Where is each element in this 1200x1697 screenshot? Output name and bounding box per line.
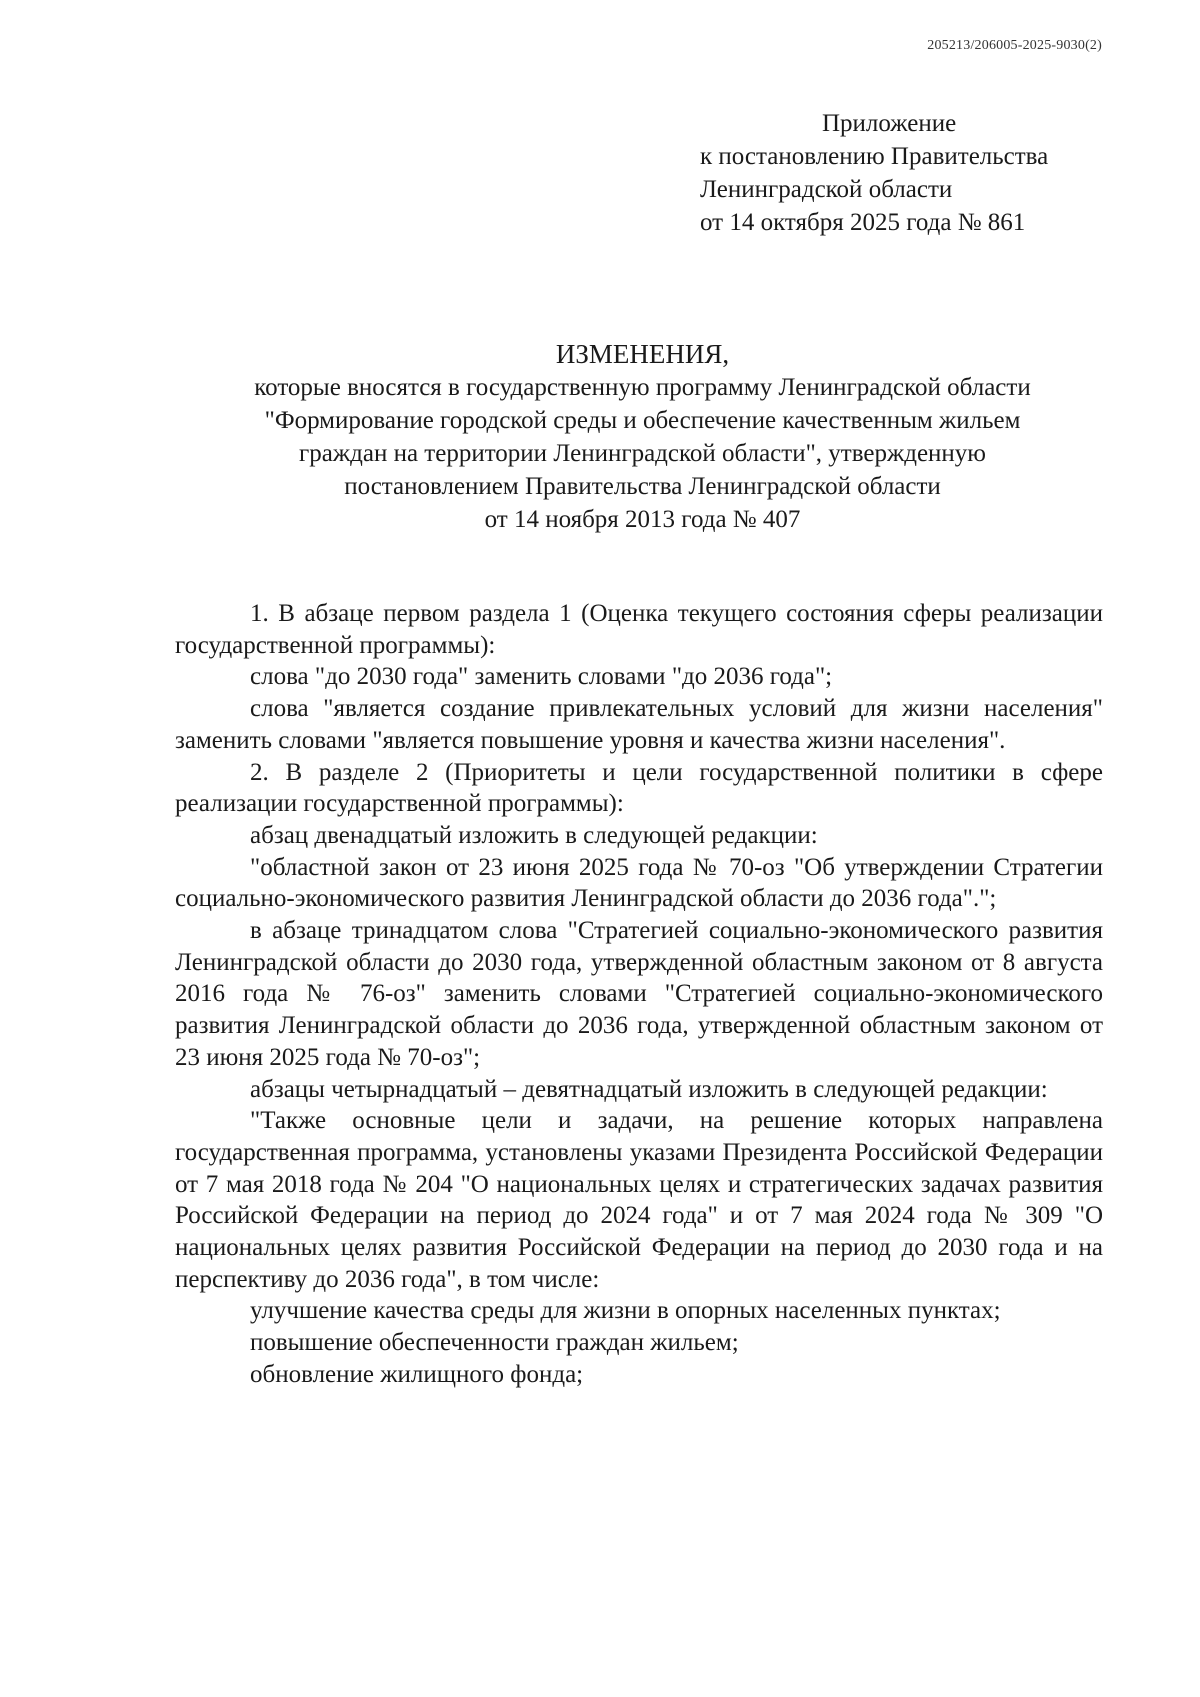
subtitle-line: от 14 ноября 2013 года № 407 <box>484 506 801 533</box>
approval-block <box>700 107 1048 239</box>
paragraph: в абзаце тринадцатом слова "Стратегией социально-экономического развития Ленинградской области до 2030 года, утвержденной областным законом от 8 августа 2016 года № 76-оз" заменить словами "Стратегией социально-экономического развития Ленинградской области до 2036 года, утвержденной областным законом от 23 июня 2025 года № 70-оз"; <box>175 917 1103 1071</box>
paragraph: "Также основные цели и задачи, на решение которых направлена государственная программа, установлены указами Президента Российской Федерации от 7 мая 2018 года № 204 "О национальных целях и стратегических задачах развития Российской Федерации на период до 2024 года" и от 7 мая 2024 года № 309 "О национальных целях развития Российской Федерации на период до 2030 года и на перспективу до 2036 года", в том числе: <box>175 1107 1103 1293</box>
subtitle-line: которые вносятся в государственную программу Ленинградской области <box>254 374 1031 401</box>
subtitle-line: постановлением Правительства Ленинградской области <box>344 473 941 500</box>
paragraph: абзац двенадцатый изложить в следующей редакции: <box>250 821 818 849</box>
registration-number: 205213/206005-2025-9030(2) <box>927 38 1102 53</box>
paragraph: "областной закон от 23 июня 2025 года № 70-оз "Об утверждении Стратегии социально-экономического развития Ленинградской области до 2036 года"."; <box>175 853 1103 913</box>
approval-line: Ленинградской области <box>700 176 953 203</box>
paragraph: улучшение качества среды для жизни в опорных населенных пунктах; <box>250 1297 1001 1325</box>
document-title: ИЗМЕНЕНИЯ, <box>555 339 730 369</box>
paragraph: слова "является создание привлекательных условий для жизни населения" заменить словами "является повышение уровня и качества жизни населения". <box>175 695 1103 754</box>
paragraph: 2. В разделе 2 (Приоритеты и цели государственной политики в сфере реализации государственной программы): <box>175 758 1103 818</box>
approval-line: к постановлению Правительства <box>700 143 1049 170</box>
title-block <box>170 338 1115 536</box>
subtitle-line: граждан на территории Ленинградской области", утвержденную <box>299 440 986 467</box>
approval-date-line: от 14 октября 2025 года № 861 <box>700 209 1026 236</box>
paragraph: абзацы четырнадцатый – девятнадцатый изложить в следующей редакции: <box>250 1075 1048 1103</box>
paragraph: 1. В абзаце первом раздела 1 (Оценка текущего состояния сферы реализации государственной программы): <box>175 600 1103 659</box>
document-body <box>175 598 1103 1391</box>
paragraph: слова "до 2030 года" заменить словами "до 2036 года"; <box>250 663 833 691</box>
approval-heading: Приложение <box>822 110 957 137</box>
paragraph: повышение обеспеченности граждан жильем; <box>250 1329 739 1357</box>
subtitle-line: "Формирование городской среды и обеспечение качественным жильем <box>264 407 1021 434</box>
paragraph: обновление жилищного фонда; <box>250 1360 584 1388</box>
